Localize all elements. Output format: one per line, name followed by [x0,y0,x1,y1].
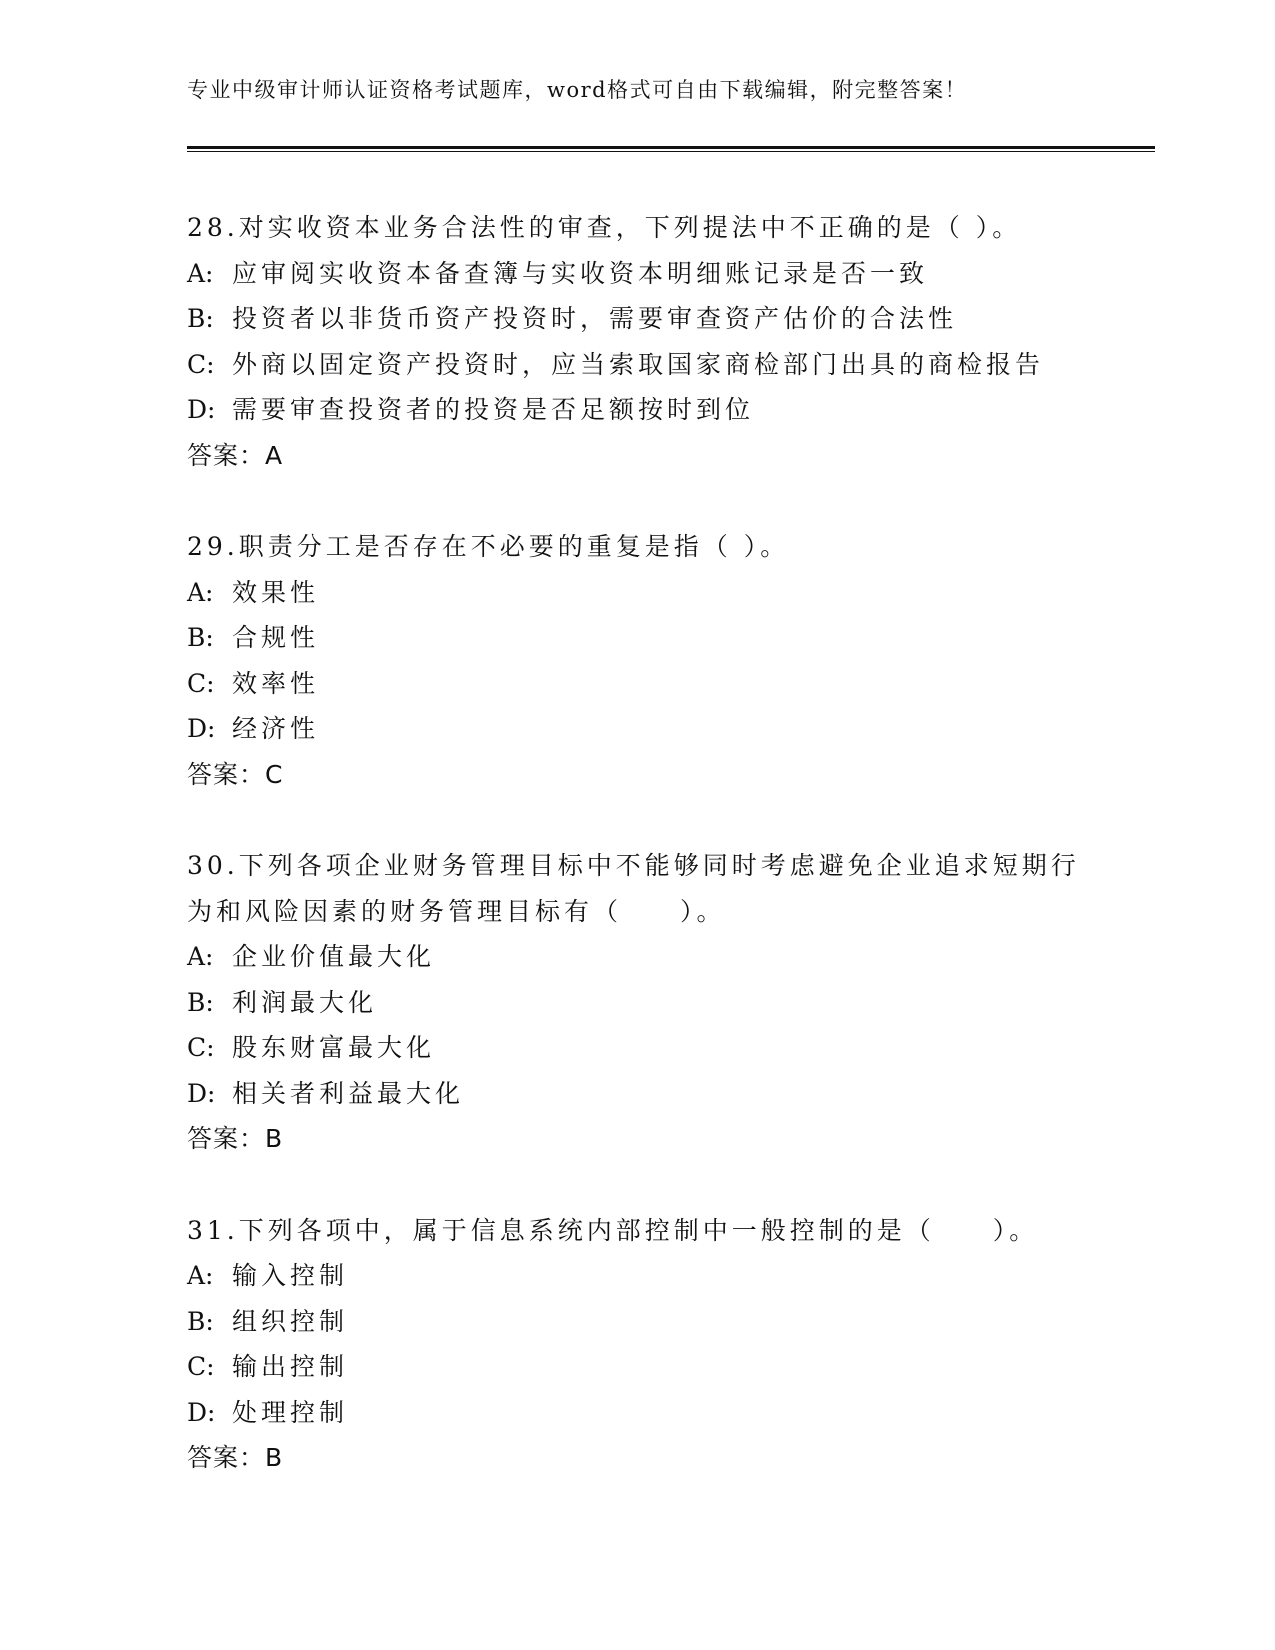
option-b [187,615,1087,661]
option-text: 外商以固定资产投资时，应当索取国家商检部门出具的商检报告 [232,349,1045,379]
answer: 答案：C [187,759,284,789]
option-label: B: [187,987,214,1017]
option-a [187,1253,1087,1299]
option-label: C: [187,1352,215,1381]
option-c [187,342,1087,388]
option-text: 应审阅实收资本备查簿与实收资本明细账记录是否一致 [232,258,929,288]
option-label: B: [187,304,214,333]
option-d [187,387,1087,433]
option-b [187,980,1087,1026]
option-c [187,661,1087,707]
option-text: 投资者以非货币资产投资时，需要审查资产估价的合法性 [232,304,958,333]
option-label: B: [187,1306,214,1336]
option-text: 输入控制 [232,1261,349,1290]
option-text: 股东财富最大化 [232,1033,436,1062]
answer: 答案：A [187,440,284,470]
option-b [187,1299,1087,1345]
option-label: A: [187,258,214,288]
option-text: 企业价值最大化 [232,942,436,971]
option-text: 效率性 [232,668,320,698]
option-text: 相关者利益最大化 [232,1078,465,1108]
question-29 [187,524,1087,797]
option-text: 输出控制 [232,1352,349,1381]
option-text: 合规性 [232,623,320,652]
option-d [187,1390,1087,1436]
option-label: C: [187,668,215,698]
option-text: 利润最大化 [232,987,378,1017]
header-rule-thin [187,151,1155,152]
option-label: C: [187,1033,215,1062]
option-text: 处理控制 [232,1397,349,1427]
option-text: 组织控制 [232,1306,349,1336]
option-label: D: [187,395,216,424]
option-label: B: [187,623,214,652]
option-a [187,934,1087,980]
question-list [187,205,1087,1527]
question-28 [187,205,1087,478]
question-stem: 29.职责分工是否存在不必要的重复是指（ ）。 [187,532,790,561]
question-stem-continued: 为和风险因素的财务管理目标有（ ）。 [187,896,726,926]
page-header: 专业中级审计师认证资格考试题库，word格式可自由下载编辑，附完整答案！ [187,78,968,102]
option-label: A: [187,1261,214,1290]
option-d [187,706,1087,752]
option-label: A: [187,942,214,971]
option-text: 效果性 [232,577,320,607]
option-label: A: [187,577,214,607]
option-d [187,1071,1087,1117]
option-c [187,1025,1087,1071]
option-label: C: [187,349,215,379]
option-a [187,251,1087,297]
question-31 [187,1208,1087,1481]
answer: 答案：B [187,1443,284,1472]
question-stem: 30.下列各项企业财务管理目标中不能够同时考虑避免企业追求短期行 [187,851,1080,880]
question-30 [187,843,1087,1162]
question-stem: 31.下列各项中，属于信息系统内部控制中一般控制的是（ ）。 [187,1215,1039,1245]
question-stem: 28.对实收资本业务合法性的审查，下列提法中不正确的是（ ）。 [187,213,1022,242]
option-label: D: [187,1397,216,1427]
option-text: 需要审查投资者的投资是否足额按时到位 [232,395,755,424]
option-b [187,296,1087,342]
answer: 答案：B [187,1124,284,1153]
option-text: 经济性 [232,714,320,743]
option-a [187,570,1087,616]
option-label: D: [187,1078,216,1108]
option-c [187,1344,1087,1390]
option-label: D: [187,714,216,743]
header-rule-thick [187,146,1155,149]
